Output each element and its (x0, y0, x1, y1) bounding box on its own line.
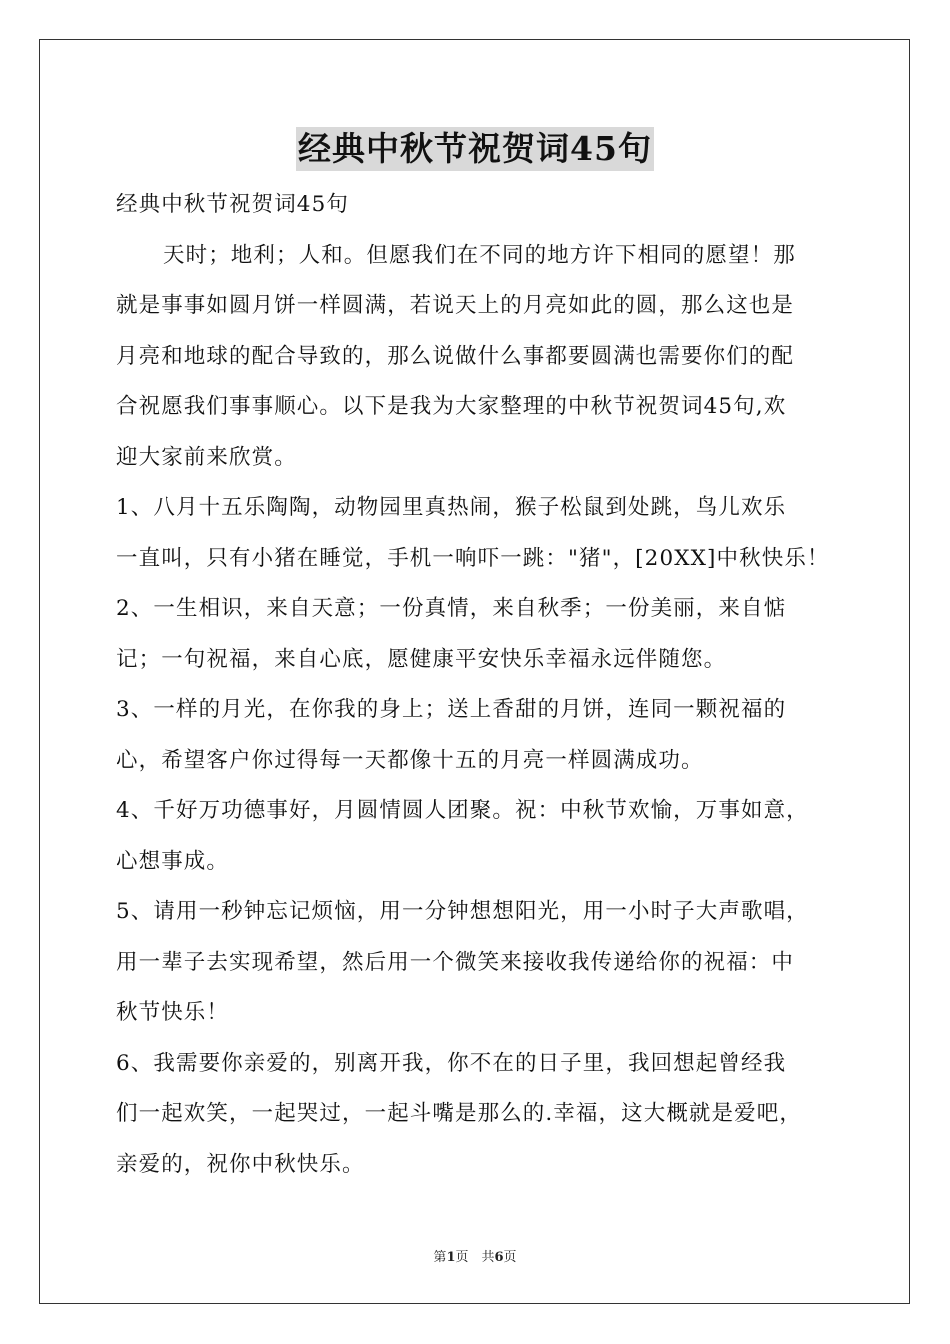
list-item-line: 4、千好万功德事好，月圆情圆人团聚。祝：中秋节欢愉，万事如意， (116, 798, 809, 823)
list-item-line: 亲爱的，祝你中秋快乐。 (116, 1151, 365, 1177)
intro-line: 天时；地利；人和。但愿我们在不同的地方许下相同的愿望！那 (163, 242, 796, 268)
list-item-line: 用一辈子去实现希望，然后用一个微笑来接收我传递给你的祝福：中 (116, 949, 795, 975)
page-footer (0, 1246, 950, 1265)
document-title: 经典中秋节祝贺词45句 (296, 127, 654, 171)
page-suffix: 页 (503, 1250, 517, 1265)
document-body (116, 180, 836, 1190)
list-item (116, 685, 836, 786)
page-prefix: 第 (433, 1250, 447, 1265)
title-wrap (0, 127, 950, 171)
list-item (116, 887, 836, 1039)
list-item (116, 1039, 836, 1191)
list-item-line: 心想事成。 (116, 848, 230, 874)
page-mid: 页 共 (455, 1250, 495, 1265)
intro-line: 就是事事如圆月饼一样圆满，若说天上的月亮如此的圆，那么这也是 (116, 293, 795, 318)
intro-line: 迎大家前来欣赏。 (116, 444, 297, 470)
list-item-line: 2、一生相识，来自天意；一份真情，来自秋季；一份美丽，来自惦 (116, 596, 787, 621)
intro-line: 合祝愿我们事事顺心。以下是我为大家整理的中秋节祝贺词45句,欢 (116, 394, 787, 419)
list-item (116, 483, 836, 584)
list-item-line: 一直叫，只有小猪在睡觉，手机一响吓一跳："猪"，[20XX]中秋快乐！ (116, 545, 830, 571)
list-item-line: 6、我需要你亲爱的，别离开我，你不在的日子里，我回想起曾经我 (116, 1050, 787, 1076)
page-total: 6 (494, 1250, 504, 1265)
list-item-line: 秋节快乐！ (116, 1000, 230, 1025)
page-current: 1 (446, 1250, 456, 1265)
list-item-line: 3、一样的月光，在你我的身上；送上香甜的月饼，连同一颗祝福的 (116, 697, 787, 722)
document-subtitle: 经典中秋节祝贺词45句 (116, 192, 349, 217)
list-item (116, 786, 836, 887)
list-item-line: 1、八月十五乐陶陶，动物园里真热闹，猴子松鼠到处跳，鸟儿欢乐 (116, 495, 787, 520)
list-item-line: 5、请用一秒钟忘记烦恼，用一分钟想想阳光，用一小时子大声歌唱， (116, 899, 809, 924)
intro-paragraph (116, 231, 836, 484)
list-item-line: 心，希望客户你过得每一天都像十五的月亮一样圆满成功。 (116, 747, 704, 773)
list-item (116, 584, 836, 685)
intro-line: 月亮和地球的配合导致的，那么说做什么事都要圆满也需要你们的配 (116, 343, 795, 369)
list-item-line: 们一起欢笑，一起哭过，一起斗嘴是那么的.幸福，这大概就是爱吧， (116, 1101, 802, 1126)
list-item-line: 记；一句祝福，来自心底，愿健康平安快乐幸福永远伴随您。 (116, 646, 727, 672)
